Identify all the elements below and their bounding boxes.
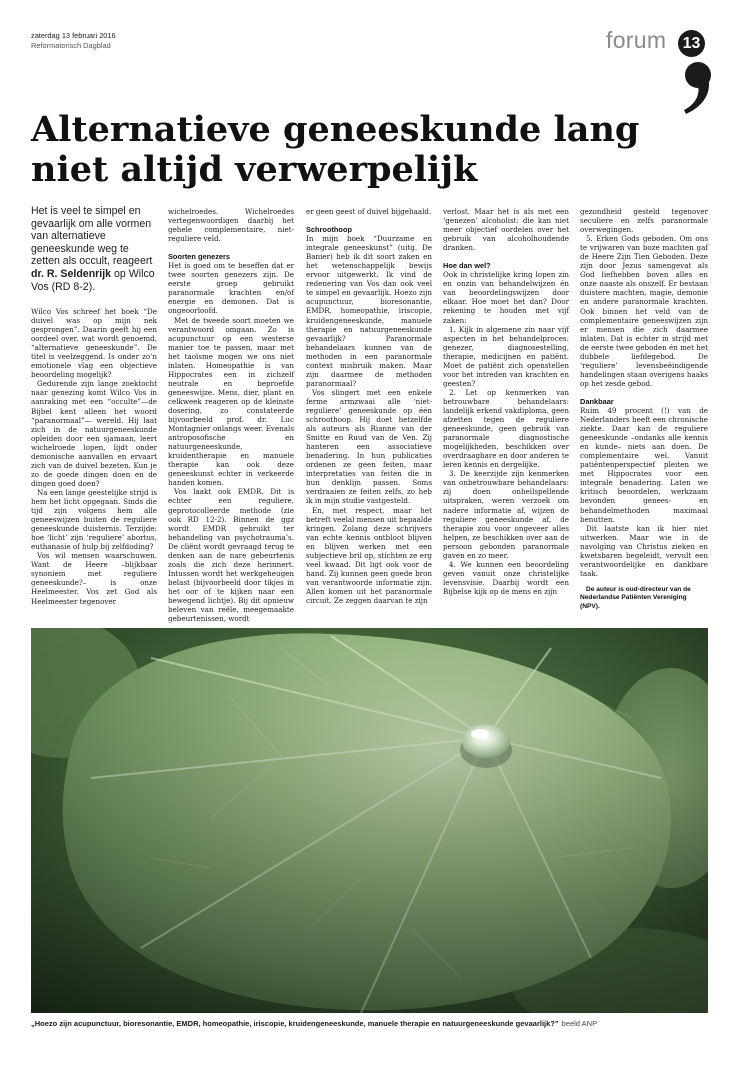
paragraph: er geen geest of duivel bijgehaald.	[306, 207, 432, 216]
author-name: dr. R. Seldenrijk	[31, 267, 112, 280]
subheading-dankbaar: Dankbaar	[580, 396, 614, 406]
article-headline: Alternatieve geneeskunde lang niet altijd verwerpelijk	[31, 109, 640, 190]
paragraph: Het is goed om te beseffen dat er twee soorten genezers zijn. De eerste groep gebruikt paranormale krachten en/of energie en demonen. Dat is ongeoorloofd.	[168, 261, 294, 316]
paragraph: Met de tweede soort moeten we verantwoord omgaan. Zo is acupunctuur op een westerse manier toe te passen, maar met het taoïsme mogen we ons niet inlaten. Homeopathie is van Hippocrates een in zichzelf neutrale en beproefde geneeswijze. Mens, dier, plant en celkweek reageren op de kleinste dosering, zo constateerde bijvoorbeeld prof. dr. Luc Montagnier onlangs weer. Evenals antroposofische en natuurgeneeskunde, kruidentherapie en manuele therapie kan ook deze geneeskunst echter in verkeerde handen komen.	[168, 315, 294, 488]
paragraph: Gedurende zijn lange zoektocht naar genezing komt Wilco Vos in aanraking met een “occulte”—de Bijbel kent alleen het woord “paranormaal”— wereld. Hij laat zich in de natuurgeneeskunde opleiden door een sjamaan, leert wichelroede lopen, lijdt onder demonische aanvallen en ervaart zich van de duivel bezeten. Kun je zo de goede dingen doen en de dingen goed doen?	[31, 379, 157, 488]
page-number-badge: 13	[678, 30, 705, 57]
subheading-hoe-dan-wel: Hoe dan wel?	[443, 261, 491, 271]
photo-credit: beeld ANP	[561, 1019, 598, 1028]
comma-logo-icon	[682, 60, 714, 114]
author-bio: De auteur is oud-directeur van de Nederlandse Patiënten Vereniging (NPV).	[580, 585, 691, 611]
issue-date: zaterdag 13 februari 2016	[31, 31, 116, 40]
paragraph: 3. De keerzijde zijn kenmerken van onbetrouwbare behandelaars: zij doen onheilspellende uitspraken, weren verzoek om nadere informatie af, wijzen de reguliere geneeskunde af, de therapie zou voor ongeveer alles helpen, ze beschikken over aan de persoon gebonden paranormale gaven en zo meer.	[443, 469, 569, 560]
article-column-4	[443, 207, 569, 596]
article-photo	[31, 628, 708, 1013]
article-column-5	[580, 207, 708, 612]
article-column-3	[306, 207, 432, 605]
paragraph: Ruim 49 procent (!) van de Nederlanders heeft een chronische ziekte. Daar kan de reguliere geneeskunde –ondanks alle kennis en kunde– niets aan doen. De complementaire wel. Vanuit patiëntenperspectief pleiten we met Hippocrates voor een integrale benadering. Laten we kritisch beoordelen, werkzaam bevonden genees- en behandelmethoden maximaal benutten.	[580, 405, 708, 524]
paragraph: Vos laakt ook EMDR. Dit is echter een reguliere, geprotocolleerde methode (zie ook RD 12-2). Binnen de ggz wordt EMDR gebruikt ter behandeling van psychotrauma’s. De cliënt wordt gevraagd terug te denken aan de nare gebeurtenis zoals die zich deze herinnert. Intussen wordt het werkgeheugen belast (bijvoorbeeld door tikjes in het oor of te kijken naar een bewegend lichtje). Bij dit opnieuw beleven van reële, meegemaakte gebeurtenissen, wordt	[168, 487, 294, 624]
paragraph: gezondheid gesteld tegenover seculiere en zelfs paranormale overwegingen.	[580, 207, 708, 235]
paragraph: 4. We kunnen een beoordeling geven vanuit onze christelijke levensvisie. Daarbij wordt een Bijbelse kijk op de mens en zijn	[443, 559, 569, 596]
paragraph: In mijn boek “Duurzame en integrale geneeskunst” (uitg. De Banier) heb ik dit soort zaken en het wetenschappelijk bewijs ervoor uitgewerkt. Ik vind de redenering van Vos dan ook veel te simpel en gevaarlijk. Hoezo zijn acupunctuur, bioresonantie, EMDR, homeopathie, iriscopie, kruidengeneeskunde, manuele therapie en natuurgeneeskunde gevaarlijk? Paranormale behandelaars kunnen van de methoden in een paranormale context misbruik maken. Maar zijn daarmee de methoden paranormaal?	[306, 234, 432, 388]
newspaper-name: Reformatorisch Dagblad	[31, 41, 111, 50]
photo-caption	[31, 1019, 708, 1029]
paragraph: 5. Erken Gods geboden. Om ons te vrijwaren van boze machten gaf de Heere Zijn Tien Geboden. Deze zijn door Jezus samengevat als God liefhebben boven alles en onze naaste als onszelf. Er bestaan duistere machten, magie, demonie en andere paranormale krachten. Ook binnen het veld van de complementaire geneeswijzen zijn er mensen die zich daarmee inlaten. Dat is echter in strijd met de eerste twee geboden én met het dubbele liefdegebod. De ‘reguliere’ levensbeëindigende handelingen staan overigens haaks op het zesde gebod.	[580, 234, 708, 388]
paragraph: Vos wil mensen waarschuwen. Want de Heere –blijkbaar synoniem met reguliere geneeskunde?– is onze Heelmeester. Vos zet God als Heelmeester tegenover	[31, 551, 157, 606]
paragraph: wichelroedes. Wichelroedes vertegenwoordigen daarbij het gehele complementaire, niet-reguliere veld.	[168, 207, 294, 244]
paragraph: En, met respect, maar het betreft veelal mensen uit bepaalde kringen. Zolang deze schrijvers van echte kennis ontbloot blijven en blijven werken met een subjectieve bril op, stichten ze erg veel kwaad. Dit ligt ook voor de hand. Zij kunnen geen goede bron van verantwoorde informatie zijn. Allen komen uit het paranormale circuit. Ze zeggen daarvan te zijn	[306, 505, 433, 605]
article-intro	[31, 205, 157, 293]
paragraph: 1. Kijk in algemene zin naar vijf aspecten in het behandelproces: genezer, diagnosestelling, therapie, medicijnen en patiënt. Moet de patiënt zich openstellen voor het intreden van krachten en geesten?	[443, 324, 569, 388]
paragraph: 2. Let op kenmerken van betrouwbare behandelaars: landelijk erkend vakdiploma, geen afzetten tegen de reguliere geneeskunde, geen gebruik van paranormale diagnostische mogelijkheden, beschikken over overdraagbare en door anderen te leren kennis en dergelijke.	[443, 387, 569, 470]
article-column-1	[31, 307, 157, 606]
subheading-schroothoop: Schroothoop	[306, 225, 352, 235]
paragraph: Ook in christelijke kring lopen zin en onzin van behandelwijzen én van beoordelingswijzen door elkaar. Hoe moet het dan? Door rekening te houden met vijf zaken:	[443, 270, 569, 325]
subheading-soorten-genezers: Soorten genezers	[168, 252, 231, 262]
intro-tail: op Wilco Vos (RD 8-2).	[31, 267, 155, 293]
paragraph: verlost. Maar het is als met een ‘genezen’ alcoholist: die kan niet meer objectief oordelen over het gebruik van alcoholhoudende dranken.	[443, 207, 569, 253]
paragraph: Dit laatste kan ik hier niet uitwerken. Maar wie in de navolging van Christus zieken en kwetsbaren begeleidt, vervult een verantwoordelijke en dankbare taak.	[580, 523, 708, 578]
section-title: forum	[606, 27, 667, 53]
paragraph: Na een lange geestelijke strijd is hem het licht opgegaan. Sinds die tijd zijn volgens hem alle geneeswijzen buiten de reguliere geneeskunde duisternis. Terzijde: hoe ‘licht’ zijn ‘reguliere’ abortus, euthanasie of hulp bij zelfdoding?	[31, 487, 157, 552]
intro-text: Het is veel te simpel en gevaarlijk om alle vormen van alternatieve geneeskunde weg te zetten als occult, reageert	[31, 205, 153, 268]
caption-text: „Hoezo zijn acupunctuur, bioresonantie, EMDR, homeopathie, iriscopie, kruidengeneeskunde, manuele therapie en natuurgeneeskunde gevaarlijk?”	[31, 1019, 559, 1028]
paragraph: Vos slingert met een enkele ferme armzwaai alle ‘niet-reguliere’ geneeskunde op één schroothoop. Hij doet hetzelfde als auteurs als Rianne van der Smitte en Ruud van de Ven. Zij hanteren een associatieve benadering. In hun publicaties ordenen ze geen feiten, maar interpretaties van feiten die in hun denklijn passen. Soms verdraaien ze feiten zelfs, zo heb ik in mijn studie vastgesteld.	[306, 387, 432, 506]
paragraph: Wilco Vos schreef het boek “De duivel was op mijn nek gesprongen”. Daarin geeft hij een oordeel over, wat wordt genoemd, “alternatieve geneeskunde”. De titel is veelzeggend. Is onder zo’n emotionele vlag een objectieve beoordeling mogelijk?	[31, 307, 157, 380]
leaf-with-water-drop-image	[31, 628, 708, 1013]
article-column-2	[168, 207, 294, 623]
